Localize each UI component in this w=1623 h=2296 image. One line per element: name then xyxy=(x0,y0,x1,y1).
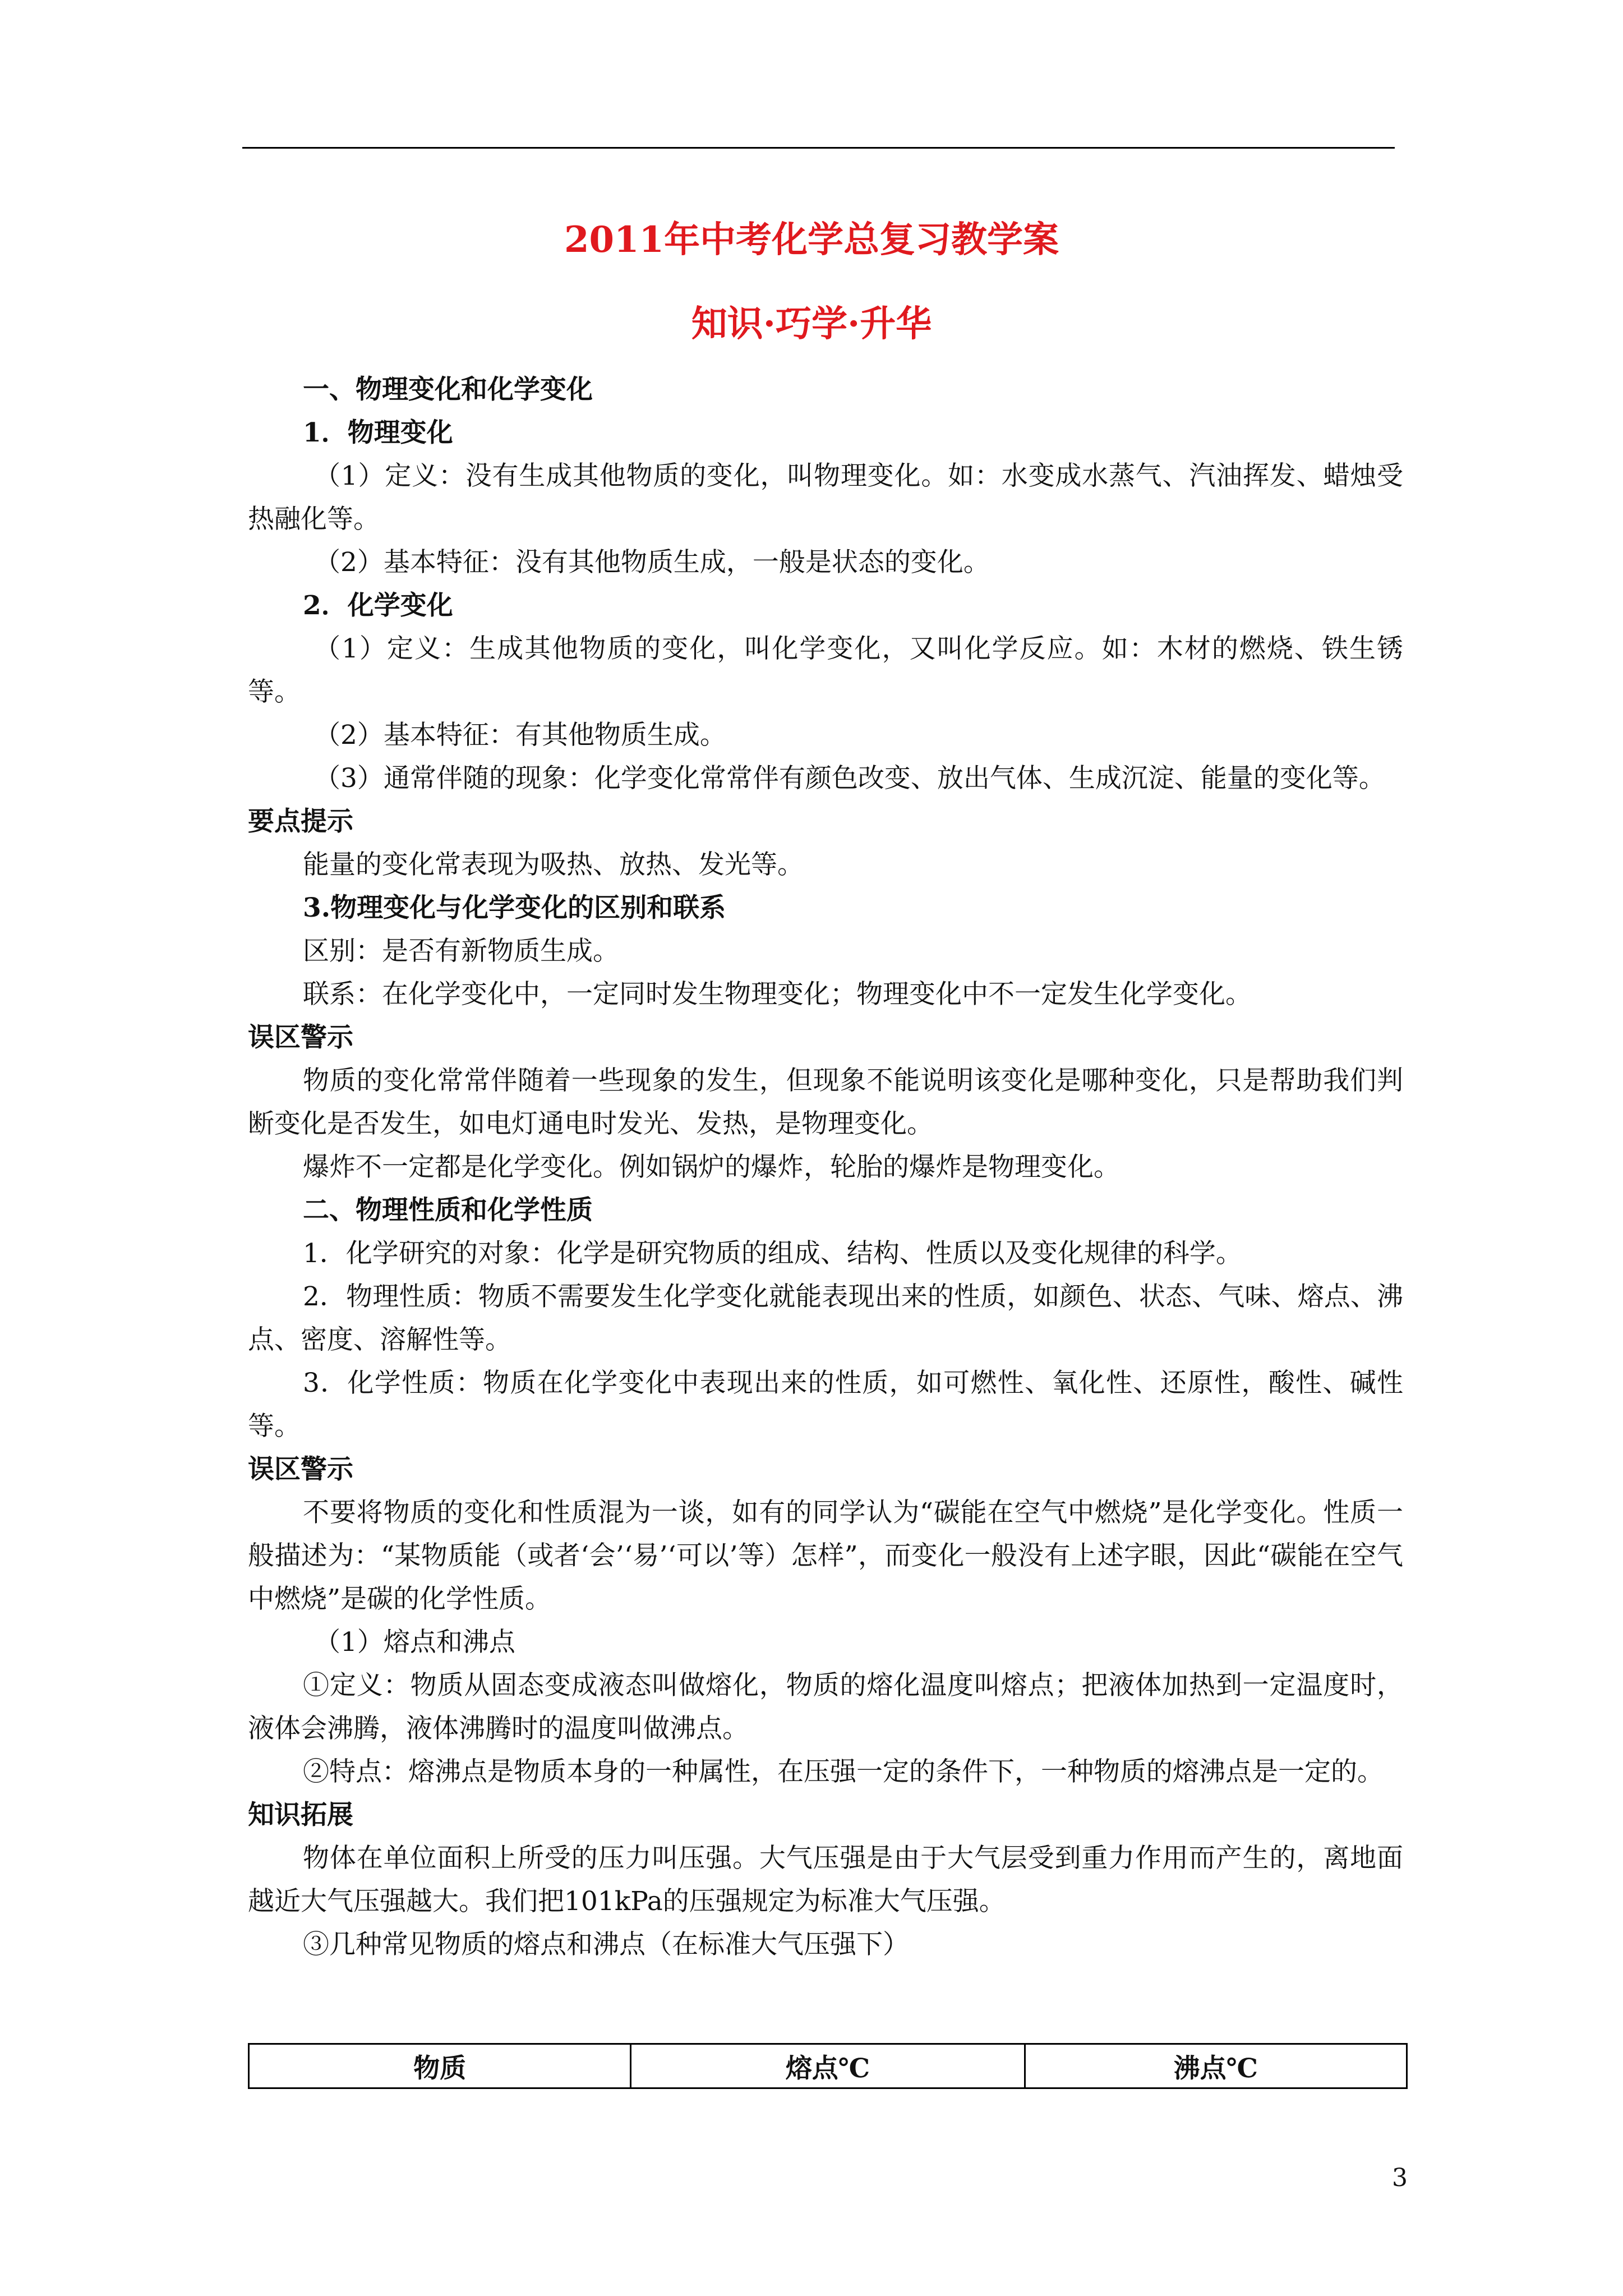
paragraph: （3）通常伴随的现象：化学变化常常伴有颜色改变、放出气体、生成沉淀、能量的变化等。 xyxy=(314,763,1385,794)
paragraph: 2．化学变化 xyxy=(303,590,453,621)
paragraph: 联系：在化学变化中，一定同时发生物理变化；物理变化中不一定发生化学变化。 xyxy=(303,979,1252,1010)
paragraph: （1）熔点和沸点 xyxy=(314,1627,515,1658)
paragraph: 不要将物质的变化和性质混为一谈，如有的同学认为“碳能在空气中燃烧”是化学变化。性质一般描述为：“某物质能（或者‘会’‘易’‘可以’等）怎样”，而变化一般没有上述字眼，因此“碳能在空气中燃烧”是碳的化学性质。 xyxy=(248,1497,1403,1614)
header-rule xyxy=(242,147,1395,149)
paragraph: （1）定义：没有生成其他物质的变化，叫物理变化。如：水变成水蒸气、汽油挥发、蜡烛受热融化等。 xyxy=(248,461,1403,535)
paragraph: 1．物理变化 xyxy=(303,417,453,448)
table-header-row xyxy=(249,2044,1407,2088)
paragraph: （1）定义：生成其他物质的变化，叫化学变化，又叫化学反应。如：木材的燃烧、铁生锈等。 xyxy=(248,633,1403,707)
paragraph: 3．化学性质：物质在化学变化中表现出来的性质，如可燃性、氧化性、还原性，酸性、碱性等。 xyxy=(248,1368,1403,1442)
paragraph: （2）基本特征：有其他物质生成。 xyxy=(314,720,726,751)
melting-boiling-table xyxy=(248,2043,1408,2089)
paragraph: 要点提示 xyxy=(248,806,353,837)
document-title: 2011年中考化学总复习教学案 xyxy=(564,219,1059,261)
paragraph: 物质的变化常常伴随着一些现象的发生，但现象不能说明该变化是哪种变化，只是帮助我们判断变化是否发生，如电灯通电时发光、发热，是物理变化。 xyxy=(248,1065,1403,1139)
paragraph: 误区警示 xyxy=(248,1022,353,1053)
document-body xyxy=(248,368,1403,1966)
paragraph: ①定义：物质从固态变成液态叫做熔化，物质的熔化温度叫熔点；把液体加热到一定温度时，液体会沸腾，液体沸腾时的温度叫做沸点。 xyxy=(248,1670,1403,1744)
paragraph: 3.物理变化与化学变化的区别和联系 xyxy=(303,892,726,923)
paragraph: 二、物理性质和化学性质 xyxy=(303,1195,593,1226)
paragraph: （2）基本特征：没有其他物质生成，一般是状态的变化。 xyxy=(314,547,990,578)
paragraph: 误区警示 xyxy=(248,1454,353,1485)
table-header-substance: 物质 xyxy=(249,2044,631,2088)
document-subtitle: 知识·巧学·升华 xyxy=(691,303,932,345)
paragraph: 1．化学研究的对象：化学是研究物质的组成、结构、性质以及变化规律的科学。 xyxy=(303,1238,1242,1269)
paragraph: 区别：是否有新物质生成。 xyxy=(303,936,619,967)
paragraph: 能量的变化常表现为吸热、放热、发光等。 xyxy=(303,849,804,880)
paragraph: 知识拓展 xyxy=(248,1800,353,1830)
paragraph: ②特点：熔沸点是物质本身的一种属性，在压强一定的条件下，一种物质的熔沸点是一定的。 xyxy=(303,1756,1384,1787)
paragraph: 爆炸不一定都是化学变化。例如锅炉的爆炸，轮胎的爆炸是物理变化。 xyxy=(303,1152,1120,1182)
table-header-melting-point: 熔点℃ xyxy=(631,2044,1025,2088)
paragraph: 2．物理性质：物质不需要发生化学变化就能表现出来的性质，如颜色、状态、气味、熔点、沸点、密度、溶解性等。 xyxy=(248,1281,1403,1355)
paragraph: ③几种常见物质的熔点和沸点（在标准大气压强下） xyxy=(303,1929,909,1960)
table-header-boiling-point: 沸点℃ xyxy=(1025,2044,1407,2088)
paragraph: 一、物理变化和化学变化 xyxy=(303,374,593,405)
paragraph: 物体在单位面积上所受的压力叫压强。大气压强是由于大气层受到重力作用而产生的，离地面越近大气压强越大。我们把101kPa的压强规定为标准大气压强。 xyxy=(248,1843,1403,1917)
page-number: 3 xyxy=(1392,2164,1408,2192)
